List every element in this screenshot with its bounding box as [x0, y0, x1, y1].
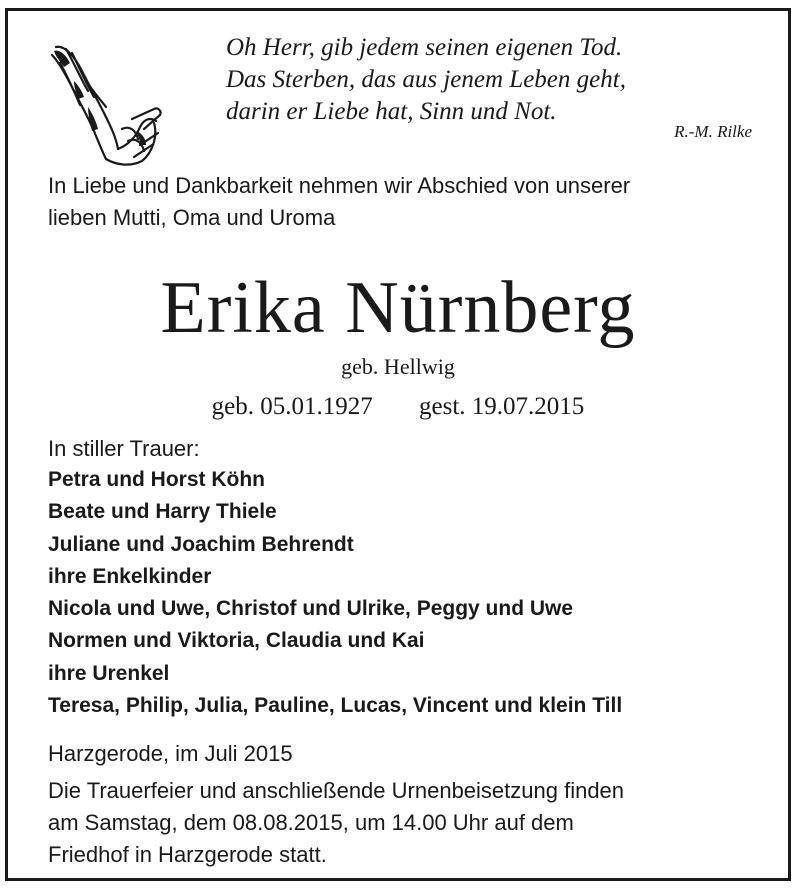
funeral-line: Friedhof in Harzgerode statt.: [48, 842, 327, 867]
mourner-line: Beate und Harry Thiele: [48, 500, 277, 524]
funeral-line: am Samstag, dem 08.08.2015, um 14.00 Uhr auf dem: [48, 810, 574, 835]
poem: [226, 32, 626, 128]
poem-line: Oh Herr, gib jedem seinen eigenen Tod.: [226, 34, 623, 61]
mourners-list: [48, 464, 622, 722]
mourner-line: ihre Urenkel: [48, 661, 170, 685]
life-dates: [8, 393, 788, 421]
intro-line: In Liebe und Dankbarkeit nehmen wir Abschied von unserer: [48, 173, 631, 198]
funeral-line: Die Trauerfeier und anschließende Urnenbeisetzung finden: [48, 778, 625, 803]
deceased-name: Erika Nürnberg: [160, 267, 636, 349]
mourner-line: ihre Enkelkinder: [48, 564, 212, 588]
intro-text: [48, 170, 630, 234]
place-date: Harzgerode, im Juli 2015: [48, 741, 293, 766]
praying-hands-icon: [44, 41, 164, 176]
mourner-line: Teresa, Philip, Julia, Pauline, Lucas, Vincent und klein Till: [48, 694, 623, 718]
mourner-line: Juliane und Joachim Behrendt: [48, 532, 354, 556]
mourner-line: Normen und Viktoria, Claudia und Kai: [48, 629, 425, 653]
mourner-line: Nicola und Uwe, Christof und Ulrike, Peggy und Uwe: [48, 597, 574, 621]
obituary-notice: [5, 8, 791, 881]
mourning-heading: In stiller Trauer:: [48, 436, 200, 461]
death-date: gest. 19.07.2015: [419, 393, 585, 420]
intro-line: lieben Mutti, Oma und Uroma: [48, 205, 336, 230]
birth-date: geb. 05.01.1927: [211, 393, 373, 420]
poem-line: darin er Liebe hat, Sinn und Not.: [226, 98, 557, 125]
poem-author: R.-M. Rilke: [674, 122, 752, 141]
birth-name: geb. Hellwig: [341, 354, 455, 379]
funeral-info: [48, 775, 624, 871]
poem-line: Das Sterben, das aus jenem Leben geht,: [226, 66, 626, 93]
mourner-line: Petra und Horst Köhn: [48, 468, 266, 491]
